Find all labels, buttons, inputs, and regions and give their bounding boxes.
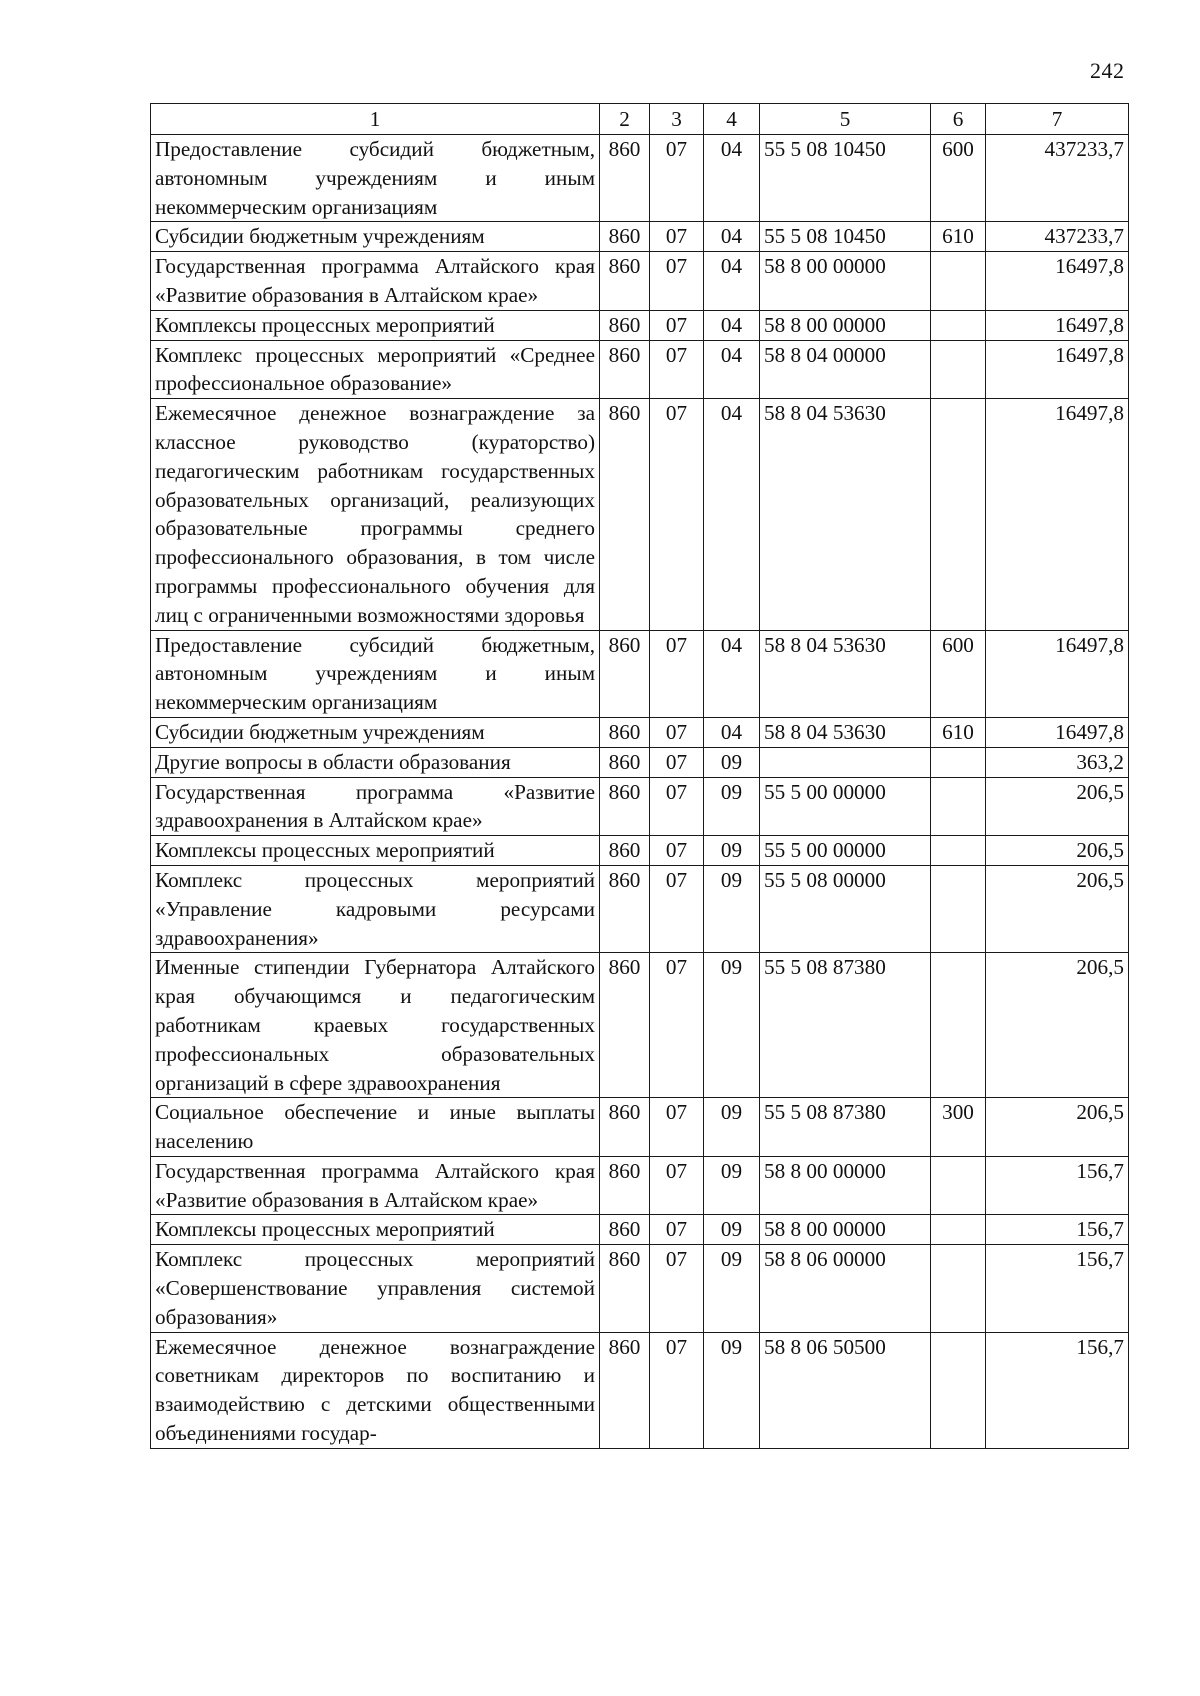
amount-cell: 206,5 xyxy=(986,1098,1129,1157)
ministry-code-cell: 860 xyxy=(600,953,650,1098)
target-article-cell: 55 5 08 10450 xyxy=(760,222,931,252)
subsection-code-cell: 04 xyxy=(704,340,760,399)
target-article-cell: 58 8 04 53630 xyxy=(760,630,931,717)
row-name-cell: Комплекс процессных мероприятий «Управление кадровыми ресурсами здравоохранения» xyxy=(151,865,600,952)
subsection-code-cell: 09 xyxy=(704,747,760,777)
section-code-cell: 07 xyxy=(650,777,704,836)
ministry-code-cell: 860 xyxy=(600,135,650,222)
amount-cell: 156,7 xyxy=(986,1332,1129,1448)
target-article-cell: 58 8 06 00000 xyxy=(760,1245,931,1332)
ministry-code-cell: 860 xyxy=(600,630,650,717)
subsection-code-cell: 09 xyxy=(704,1098,760,1157)
section-code-cell: 07 xyxy=(650,953,704,1098)
ministry-code-cell: 860 xyxy=(600,222,650,252)
amount-cell: 206,5 xyxy=(986,836,1129,866)
amount-cell: 16497,8 xyxy=(986,630,1129,717)
amount-cell: 16497,8 xyxy=(986,399,1129,630)
table-row xyxy=(151,865,1129,952)
row-name-cell: Социальное обеспечение и иные выплаты населению xyxy=(151,1098,600,1157)
expense-type-cell xyxy=(931,340,986,399)
table-row xyxy=(151,1098,1129,1157)
row-name-cell: Государственная программа «Развитие здравоохранения в Алтайском крае» xyxy=(151,777,600,836)
section-code-cell: 07 xyxy=(650,1098,704,1157)
target-article-cell: 58 8 00 00000 xyxy=(760,252,931,311)
expense-type-cell: 610 xyxy=(931,717,986,747)
subsection-code-cell: 09 xyxy=(704,1215,760,1245)
table-row xyxy=(151,1215,1129,1245)
header-cell: 7 xyxy=(986,104,1129,135)
expense-type-cell: 600 xyxy=(931,630,986,717)
ministry-code-cell: 860 xyxy=(600,1156,650,1215)
expense-type-cell: 610 xyxy=(931,222,986,252)
table-row xyxy=(151,1156,1129,1215)
ministry-code-cell: 860 xyxy=(600,777,650,836)
ministry-code-cell: 860 xyxy=(600,1215,650,1245)
target-article-cell: 58 8 04 53630 xyxy=(760,717,931,747)
target-article-cell: 55 5 00 00000 xyxy=(760,777,931,836)
row-name-cell: Комплексы процессных мероприятий xyxy=(151,1215,600,1245)
section-code-cell: 07 xyxy=(650,717,704,747)
header-cell: 6 xyxy=(931,104,986,135)
table-body xyxy=(151,135,1129,1449)
amount-cell: 156,7 xyxy=(986,1215,1129,1245)
row-name-cell: Государственная программа Алтайского края «Развитие образования в Алтайском крае» xyxy=(151,252,600,311)
subsection-code-cell: 09 xyxy=(704,777,760,836)
table-row xyxy=(151,399,1129,630)
subsection-code-cell: 04 xyxy=(704,252,760,311)
expense-type-cell xyxy=(931,747,986,777)
table-row xyxy=(151,310,1129,340)
amount-cell: 16497,8 xyxy=(986,252,1129,311)
row-name-cell: Ежемесячное денежное вознаграждение советникам директоров по воспитанию и взаимодействию с детскими общественными объединениями государ- xyxy=(151,1332,600,1448)
table-row xyxy=(151,953,1129,1098)
target-article-cell: 55 5 00 00000 xyxy=(760,836,931,866)
target-article-cell: 58 8 00 00000 xyxy=(760,1156,931,1215)
amount-cell: 16497,8 xyxy=(986,340,1129,399)
ministry-code-cell: 860 xyxy=(600,1245,650,1332)
subsection-code-cell: 04 xyxy=(704,399,760,630)
expense-type-cell xyxy=(931,1332,986,1448)
target-article-cell: 58 8 00 00000 xyxy=(760,1215,931,1245)
row-name-cell: Комплексы процессных мероприятий xyxy=(151,310,600,340)
table-row xyxy=(151,1245,1129,1332)
subsection-code-cell: 04 xyxy=(704,630,760,717)
subsection-code-cell: 09 xyxy=(704,1332,760,1448)
section-code-cell: 07 xyxy=(650,630,704,717)
row-name-cell: Государственная программа Алтайского края «Развитие образования в Алтайском крае» xyxy=(151,1156,600,1215)
ministry-code-cell: 860 xyxy=(600,865,650,952)
table-row xyxy=(151,1332,1129,1448)
expense-type-cell xyxy=(931,1215,986,1245)
expense-type-cell xyxy=(931,865,986,952)
subsection-code-cell: 09 xyxy=(704,1245,760,1332)
target-article-cell: 58 8 04 53630 xyxy=(760,399,931,630)
table-row xyxy=(151,222,1129,252)
expense-type-cell xyxy=(931,1245,986,1332)
subsection-code-cell: 04 xyxy=(704,135,760,222)
ministry-code-cell: 860 xyxy=(600,1332,650,1448)
amount-cell: 206,5 xyxy=(986,865,1129,952)
subsection-code-cell: 04 xyxy=(704,222,760,252)
expense-type-cell xyxy=(931,399,986,630)
row-name-cell: Именные стипендии Губернатора Алтайского края обучающимся и педагогическим работникам краевых государственных профессиональных образовательных организаций в сфере здравоохранения xyxy=(151,953,600,1098)
budget-table xyxy=(150,103,1129,1449)
amount-cell: 206,5 xyxy=(986,953,1129,1098)
table-row xyxy=(151,777,1129,836)
target-article-cell: 55 5 08 10450 xyxy=(760,135,931,222)
table-row xyxy=(151,747,1129,777)
expense-type-cell xyxy=(931,310,986,340)
target-article-cell: 55 5 08 87380 xyxy=(760,953,931,1098)
table-row xyxy=(151,252,1129,311)
row-name-cell: Субсидии бюджетным учреждениям xyxy=(151,222,600,252)
subsection-code-cell: 09 xyxy=(704,865,760,952)
amount-cell: 363,2 xyxy=(986,747,1129,777)
expense-type-cell xyxy=(931,252,986,311)
subsection-code-cell: 09 xyxy=(704,1156,760,1215)
expense-type-cell xyxy=(931,836,986,866)
expense-type-cell xyxy=(931,1156,986,1215)
section-code-cell: 07 xyxy=(650,836,704,866)
table-row xyxy=(151,340,1129,399)
section-code-cell: 07 xyxy=(650,222,704,252)
row-name-cell: Комплекс процессных мероприятий «Среднее профессиональное образование» xyxy=(151,340,600,399)
section-code-cell: 07 xyxy=(650,1245,704,1332)
target-article-cell: 55 5 08 00000 xyxy=(760,865,931,952)
row-name-cell: Ежемесячное денежное вознаграждение за классное руководство (кураторство) педагогическим работникам государственных образовательных организаций, реализующих образовательные программы среднего профессионального образования, в том числе программы профессионального обучения для лиц с ограниченными возможностями здоровья xyxy=(151,399,600,630)
target-article-cell xyxy=(760,747,931,777)
section-code-cell: 07 xyxy=(650,1156,704,1215)
expense-type-cell xyxy=(931,777,986,836)
section-code-cell: 07 xyxy=(650,135,704,222)
subsection-code-cell: 04 xyxy=(704,717,760,747)
header-row xyxy=(151,104,1129,135)
header-cell: 4 xyxy=(704,104,760,135)
section-code-cell: 07 xyxy=(650,1332,704,1448)
section-code-cell: 07 xyxy=(650,399,704,630)
target-article-cell: 58 8 04 00000 xyxy=(760,340,931,399)
subsection-code-cell: 09 xyxy=(704,953,760,1098)
target-article-cell: 58 8 06 50500 xyxy=(760,1332,931,1448)
amount-cell: 16497,8 xyxy=(986,310,1129,340)
page-number: 242 xyxy=(1090,58,1125,83)
target-article-cell: 58 8 00 00000 xyxy=(760,310,931,340)
amount-cell: 156,7 xyxy=(986,1156,1129,1215)
header-cell: 5 xyxy=(760,104,931,135)
section-code-cell: 07 xyxy=(650,747,704,777)
row-name-cell: Другие вопросы в области образования xyxy=(151,747,600,777)
section-code-cell: 07 xyxy=(650,865,704,952)
row-name-cell: Предоставление субсидий бюджетным, автономным учреждениям и иным некоммерческим организациям xyxy=(151,630,600,717)
subsection-code-cell: 04 xyxy=(704,310,760,340)
header-cell: 2 xyxy=(600,104,650,135)
ministry-code-cell: 860 xyxy=(600,747,650,777)
table-row xyxy=(151,836,1129,866)
amount-cell: 437233,7 xyxy=(986,222,1129,252)
ministry-code-cell: 860 xyxy=(600,717,650,747)
ministry-code-cell: 860 xyxy=(600,252,650,311)
row-name-cell: Предоставление субсидий бюджетным, автономным учреждениям и иным некоммерческим организациям xyxy=(151,135,600,222)
table-row xyxy=(151,135,1129,222)
section-code-cell: 07 xyxy=(650,340,704,399)
amount-cell: 156,7 xyxy=(986,1245,1129,1332)
ministry-code-cell: 860 xyxy=(600,836,650,866)
subsection-code-cell: 09 xyxy=(704,836,760,866)
target-article-cell: 55 5 08 87380 xyxy=(760,1098,931,1157)
table-row xyxy=(151,717,1129,747)
ministry-code-cell: 860 xyxy=(600,1098,650,1157)
section-code-cell: 07 xyxy=(650,310,704,340)
header-cell: 3 xyxy=(650,104,704,135)
amount-cell: 206,5 xyxy=(986,777,1129,836)
ministry-code-cell: 860 xyxy=(600,340,650,399)
ministry-code-cell: 860 xyxy=(600,310,650,340)
expense-type-cell xyxy=(931,953,986,1098)
row-name-cell: Комплексы процессных мероприятий xyxy=(151,836,600,866)
expense-type-cell: 300 xyxy=(931,1098,986,1157)
row-name-cell: Субсидии бюджетным учреждениям xyxy=(151,717,600,747)
amount-cell: 16497,8 xyxy=(986,717,1129,747)
expense-type-cell: 600 xyxy=(931,135,986,222)
section-code-cell: 07 xyxy=(650,252,704,311)
row-name-cell: Комплекс процессных мероприятий «Совершенствование управления системой образования» xyxy=(151,1245,600,1332)
amount-cell: 437233,7 xyxy=(986,135,1129,222)
table-row xyxy=(151,630,1129,717)
ministry-code-cell: 860 xyxy=(600,399,650,630)
section-code-cell: 07 xyxy=(650,1215,704,1245)
header-cell: 1 xyxy=(151,104,600,135)
